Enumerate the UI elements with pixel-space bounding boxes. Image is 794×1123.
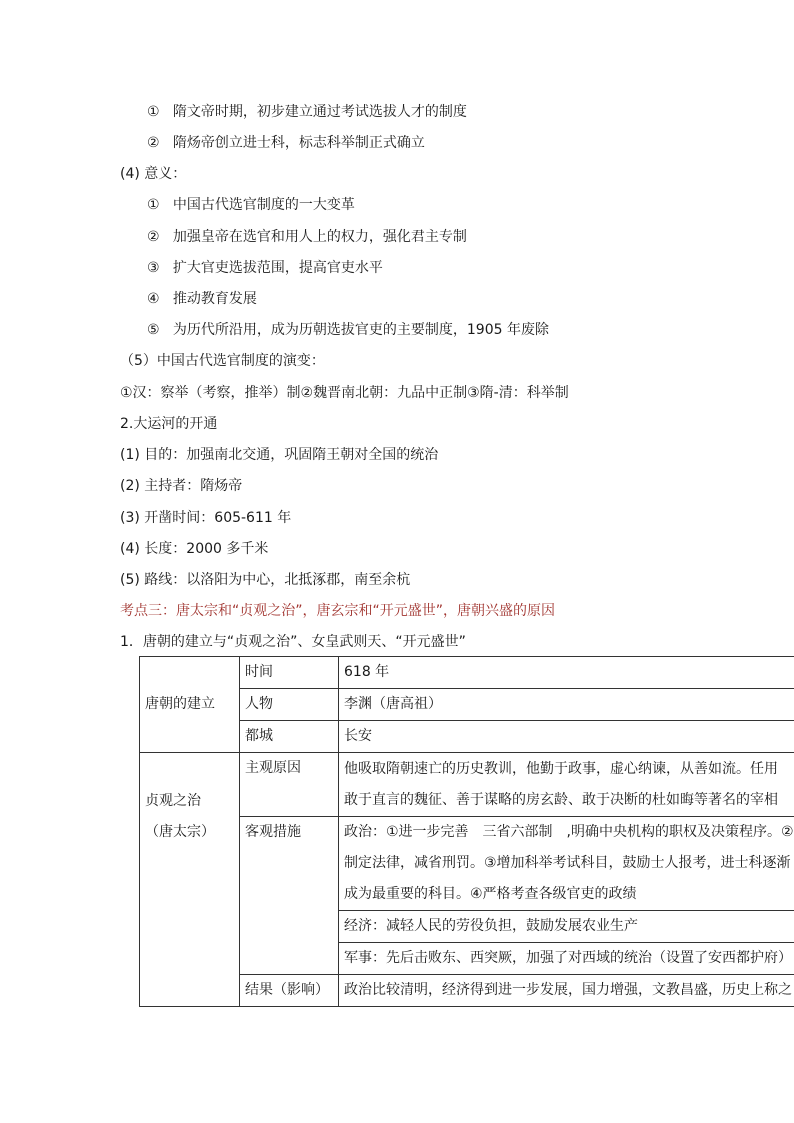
text-line: (3) 开凿时间：605-611 年	[120, 510, 292, 526]
table-cell: 人物	[240, 689, 339, 721]
table-cell: 政治比较清明，经济得到进一步发展，国力增强，文教昌盛，历史上称之	[339, 975, 794, 1007]
text-line: ② 加强皇帝在选官和用人上的权力，强化君主专制	[147, 229, 467, 245]
text-line: ③ 扩大官吏选拔范围，提高官吏水平	[147, 260, 383, 276]
table-cell	[339, 817, 794, 911]
cell-text: 贞观之治	[145, 793, 201, 809]
text-line: （5）中国古代选官制度的演变：	[120, 353, 325, 369]
text-line: ⑤ 为历代所沿用，成为历朝选拔官吏的主要制度，1905 年废除	[147, 322, 549, 338]
cell-text: 敢于直言的魏征、善于谋略的房玄龄、敢于决断的杜如晦等著名的宰相	[344, 791, 778, 808]
table-cell: 主观原因	[240, 753, 339, 817]
text-line: ① 隋文帝时期，初步建立通过考试选拔人才的制度	[147, 104, 467, 120]
subheading: 1．唐朝的建立与“贞观之治”、女皇武则天、“开元盛世”	[120, 634, 466, 650]
cell-text: 他吸取隋朝速亡的历史教训，他勤于政事，虚心纳谏，从善如流。任用	[344, 760, 778, 777]
table-cell	[140, 753, 240, 1007]
text-line: ④ 推动教育发展	[147, 291, 257, 307]
cell-text: 制定法律，减省刑罚。③增加科举考试科目，鼓励士人报考，进士科逐渐	[344, 855, 791, 871]
cell-text: 唐朝的建立	[145, 696, 215, 712]
table-cell: 长安	[339, 721, 794, 753]
table-cell: 客观措施	[240, 817, 339, 975]
cell-text: 政治：①进一步完善 三省六部制 ,明确中央机构的职权及决策程序。②	[344, 824, 794, 840]
cell-text: （唐太宗）	[145, 824, 215, 840]
text-line: ①汉：察举（考察，推举）制②魏晋南北朝：九品中正制③隋-清：科举制	[120, 385, 569, 401]
table-cell: 经济：减轻人民的劳役负担，鼓励发展农业生产	[339, 911, 794, 943]
text-line: (2) 主持者：隋炀帝	[120, 478, 243, 494]
section-heading: 考点三：唐太宗和“贞观之治”，唐玄宗和“开元盛世”，唐朝兴盛的原因	[120, 603, 556, 619]
table-cell: 结果（影响）	[240, 975, 339, 1007]
table-cell: 618 年	[339, 657, 794, 689]
text-line: ② 隋炀帝创立进士科，标志科举制正式确立	[147, 135, 425, 151]
table-cell: 军事：先后击败东、西突厥，加强了对西域的统治（设置了安西都护府）	[339, 943, 794, 975]
table-cell: 李渊（唐高祖）	[339, 689, 794, 721]
text-line: 2.大运河的开通	[120, 416, 218, 432]
text-line: (4) 意义：	[120, 166, 187, 182]
table-cell: 时间	[240, 657, 339, 689]
text-line: ① 中国古代选官制度的一大变革	[147, 197, 355, 213]
table-cell: 都城	[240, 721, 339, 753]
table-cell	[339, 753, 794, 817]
text-line: (1) 目的：加强南北交通，巩固隋王朝对全国的统治	[120, 447, 439, 463]
text-line: (5) 路线：以洛阳为中心，北抵涿郡，南至余杭	[120, 572, 411, 588]
table-cell	[140, 657, 240, 753]
table-row	[140, 657, 794, 689]
table-row	[140, 753, 794, 817]
tang-table	[139, 656, 794, 1007]
cell-text: 成为最重要的科目。④严格考查各级官吏的政绩	[344, 886, 637, 902]
text-line: (4) 长度：2000 多千米	[120, 541, 269, 557]
